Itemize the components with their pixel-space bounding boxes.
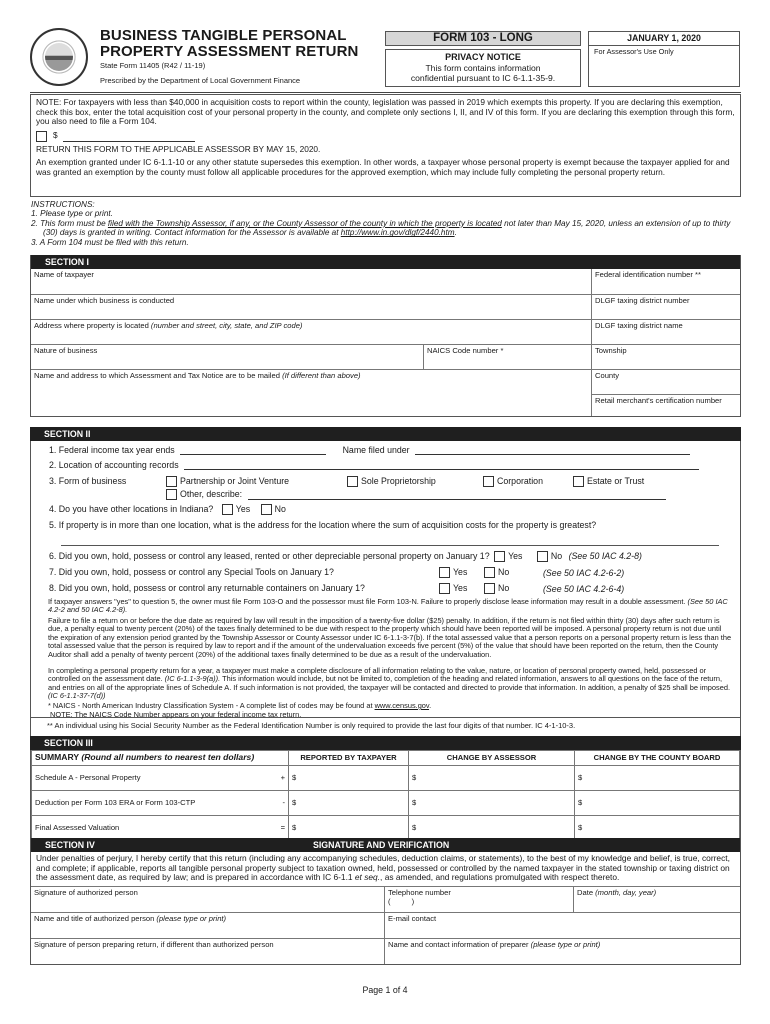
district-number-field[interactable] [592, 295, 740, 319]
q3-row [49, 476, 126, 486]
property-address-label: Address where property is located [34, 321, 151, 330]
county-field[interactable] [592, 370, 740, 395]
q4-no-checkbox[interactable] [261, 504, 272, 515]
assessor-contact-link[interactable]: http://www.in.gov/dlgf/2440.htm [340, 228, 455, 238]
corporation-option[interactable] [483, 476, 543, 487]
exemption-note [30, 94, 741, 197]
perjury-declaration [31, 852, 740, 886]
q8-reference-text: (See 50 IAC 4.2-6-4) [543, 584, 625, 594]
q6-yes-label: Yes [508, 551, 523, 561]
assessor-use-field[interactable]: For Assessor's Use Only [594, 47, 674, 56]
q4-no[interactable] [261, 504, 286, 514]
telephone-field[interactable] [385, 887, 574, 912]
township-field[interactable] [592, 345, 740, 369]
naics-code-field[interactable] [424, 345, 592, 369]
sole-prop-option[interactable] [347, 476, 436, 487]
row-operator: = [280, 822, 285, 832]
return-deadline: RETURN THIS FORM TO THE APPLICABLE ASSESSOR BY MAY 15, 2020. [36, 143, 321, 154]
district-name-label: DLGF taxing district name [595, 321, 683, 330]
name-title-field[interactable] [31, 913, 385, 938]
signature-field[interactable] [31, 887, 385, 912]
form-title [100, 28, 358, 60]
row-operator: + [280, 772, 285, 782]
q2-label: 2. Location of accounting records [49, 460, 179, 470]
q4-yes[interactable] [222, 504, 250, 514]
property-address-field[interactable] [31, 320, 592, 344]
note-text: NOTE: For taxpayers with less than $40,000 in acquisition costs to report within the county, legislation was passed in 2019 which exempts this property. If you are declaring this exemption, check this box, enter the total acquisition cost of your personal property in the county, and complete only sections I, II, and IV of this form. If you are declaring this exemption through this form, you also need to file a Form 104. [36, 97, 735, 127]
border-left [30, 718, 31, 736]
col-change-by-assessor: CHANGE BY ASSESSOR [409, 751, 575, 766]
q6-reference: (See 50 IAC 4.2-8) [568, 551, 642, 561]
section-2 [30, 441, 741, 718]
q8-label: 8. Did you own, hold, possess or control any returnable containers on January 1? [49, 583, 365, 593]
section-3-header-wrap [30, 736, 741, 750]
nature-of-business-field[interactable] [31, 345, 424, 369]
deduction-board-input[interactable]: $ [575, 791, 740, 816]
q6-no[interactable] [537, 551, 562, 561]
q5-row [49, 520, 596, 530]
exemption-amount-input[interactable] [63, 132, 195, 142]
q6-no-label: No [550, 551, 563, 561]
preparer-info-hint: (please type or print) [530, 939, 601, 949]
privacy-line-2: confidential pursuant to IC 6-1.1-35-9. [410, 73, 556, 83]
title-line-1: BUSINESS TANGIBLE PERSONAL [100, 27, 347, 44]
date-field[interactable] [574, 887, 740, 912]
q4-label: 4. Do you have other locations in Indiana? [49, 504, 214, 514]
q7-reference-text: (See 50 IAC 4.2-6-2) [543, 568, 625, 578]
preparer-signature-field[interactable] [31, 939, 385, 964]
q5-answer-input[interactable] [61, 545, 719, 546]
signature-label: Signature of authorized person [34, 887, 138, 897]
date-hint: (month, day, year) [595, 887, 657, 897]
naics-footnote-text: * NAICS - North American Industry Classification System - A complete list of codes may be found at [48, 701, 375, 710]
privacy-line-1: This form contains information [425, 62, 541, 73]
disclosure-text-a: In completing a personal property return for a year, a taxpayer must make a complete disclosure of all information relating to the value, nature, or location of personal property owned, held, possessed or controlled on the assessment date. [48, 666, 707, 684]
lease-reference: (See 50 IAC 4.2-2 and 50 IAC 4.2-8). [48, 597, 728, 615]
schedule-a-assessor-input[interactable]: $ [409, 766, 575, 791]
estate-option[interactable] [573, 476, 644, 487]
instruction-2-middle: not later than May 15, 2020, unless an extension of up to thirty (30) days is granted in writing. Contact information for the Assessor is available at [43, 218, 731, 238]
final-assessor-input[interactable]: $ [409, 816, 575, 841]
q4-yes-label: Yes [235, 504, 251, 514]
assessment-date-box [588, 31, 740, 87]
federal-id-field[interactable] [592, 269, 740, 294]
q5-label: 5. If property is in more than one location, what is the address for the location where the sum of acquisition costs for the property is greatest? [49, 520, 597, 530]
property-address-hint: (number and street, city, state, and ZIP code) [150, 321, 303, 330]
q8-yes-label: Yes [453, 583, 468, 593]
q8-no-checkbox[interactable] [484, 583, 495, 594]
q6-yes-checkbox[interactable] [494, 551, 505, 562]
penalty-note: Failure to file a return on or before the due date as required by law will result in the imposition of a twenty-five dollar ($25) penalty. In addition, if the return is not filed within thirty (30) days after such return is due, a penalty equal to twenty percent (20%) of the taxes finally determined to be due with respect to the property which should have been reported will be imposed. A personal property return is not due until the expiration of any extension period granted by the Township Assessor or County Assessor under IC 6-1.1-3-7(b). If the total assessed value that a person reports on a personal property return is less than the total assessed value that the person is required by law to report and if the amount of the undervaluation exceeds five percent (5%) of the value that should have been reported on the return, then the County Auditor shall add a penalty of twenty percent (20%) of the additional taxes finally determined to be due as a result of the undervaluation. [48, 616, 732, 659]
disclosure-ref-2: (IC 6-1.1-37-7(d)) [48, 691, 106, 701]
other-describe-input[interactable] [248, 490, 666, 500]
schedule-a-taxpayer-input[interactable]: $ [289, 766, 409, 791]
section-1 [30, 255, 741, 417]
preparer-signature-label: Signature of person preparing return, if different than authorized person [34, 939, 274, 949]
name-title-label: Name and title of authorized person [34, 913, 157, 923]
privacy-title: PRIVACY NOTICE [445, 52, 521, 62]
taxpayer-name-field[interactable] [31, 269, 592, 294]
township-label: Township [595, 346, 627, 355]
section-2-header-wrap [30, 427, 741, 441]
q7-yes[interactable] [439, 567, 467, 578]
district-number-label: DLGF taxing district number [595, 296, 690, 305]
q6-yes[interactable] [494, 551, 522, 561]
col-reported-by-taxpayer: REPORTED BY TAXPAYER [289, 751, 409, 766]
section-1-header: SECTION I [31, 255, 740, 269]
declaration-text-a: Under penalties of perjury, I hereby certify that this return (including any accompanying schedules, deduction claims, or statements), to the best of my knowledge and belief, is true, correct, and complete; if applicable, reports all tangible personal property subject to taxation owned, held, possessed or controlled by the named taxpayer in the stated township or taxing district on the assessment date, as required by law; and is prepared in accordance with IC 6-1.1 [36, 853, 730, 883]
q4-row [49, 504, 286, 515]
q7-yes-label: Yes [453, 567, 468, 577]
telephone-label: Telephone number [388, 887, 451, 897]
county-label: County [595, 371, 620, 380]
business-name-field[interactable] [31, 295, 592, 319]
federal-id-label: Federal identification number ** [595, 270, 701, 279]
prescribed-by: Prescribed by the Department of Local Government Finance [100, 76, 301, 85]
retail-cert-label: Retail merchant's certification number [595, 396, 722, 405]
table-row [32, 816, 740, 841]
q7-label: 7. Did you own, hold, possess or control any Special Tools on January 1? [49, 567, 334, 577]
assessment-date: JANUARY 1, 2020 [589, 32, 739, 46]
deduction-assessor-input[interactable]: $ [409, 791, 575, 816]
summary-label: SUMMARY [35, 752, 82, 763]
final-board-input[interactable]: $ [575, 816, 740, 841]
estate-checkbox[interactable] [573, 476, 584, 487]
border-right [740, 718, 741, 736]
q8-no-label: No [498, 583, 510, 593]
other-checkbox[interactable] [166, 489, 177, 500]
q7-reference [543, 568, 624, 578]
mailing-address-label: Name and address to which Assessment and Tax Notice are to be mailed [34, 371, 283, 380]
disclosure-ref-1: (IC 6-1.1-3-9(a)). [164, 674, 221, 684]
summary-header [32, 751, 289, 766]
name-filed-under-label: Name filed under [342, 445, 410, 455]
name-title-hint: (please type or print) [156, 913, 227, 923]
partnership-option[interactable] [166, 476, 289, 487]
deduction-taxpayer-input[interactable]: $ [289, 791, 409, 816]
row-label [32, 766, 289, 791]
instruction-2 [31, 219, 742, 238]
form-id-badge: FORM 103 - LONG [385, 31, 581, 46]
email-label: E-mail contact [388, 913, 437, 923]
q1-row [49, 445, 690, 455]
dollar-sign: $ [53, 129, 58, 140]
final-taxpayer-input[interactable]: $ [289, 816, 409, 841]
q7-no-label: No [498, 567, 510, 577]
name-filed-under-input[interactable] [415, 445, 690, 455]
schedule-a-board-input[interactable]: $ [575, 766, 740, 791]
q8-row [49, 583, 365, 593]
section-4 [30, 838, 741, 965]
accounting-records-input[interactable] [184, 460, 699, 470]
sole-prop-label: Sole Proprietorship [361, 476, 436, 486]
corporation-checkbox[interactable] [483, 476, 494, 487]
section-3 [30, 750, 741, 842]
q7-no[interactable] [484, 567, 509, 578]
state-seal-icon [30, 28, 88, 86]
instruction-1: 1. Please type or print. [31, 209, 113, 219]
q7-no-checkbox[interactable] [484, 567, 495, 578]
row-label-text: Final Assessed Valuation [35, 822, 120, 832]
instruction-3: 3. A Form 104 must be filed with this return. [31, 237, 189, 247]
row-label [32, 816, 289, 841]
q8-yes[interactable] [439, 583, 467, 594]
section-4-title: SECTION IV [45, 840, 95, 850]
preparer-info-field[interactable] [385, 939, 740, 964]
business-name-label: Name under which business is conducted [34, 296, 175, 305]
q1-label: 1. Federal income tax year ends [49, 445, 175, 455]
header-divider [30, 92, 741, 93]
row-label-text: Deduction per Form 103 ERA or Form 103-CTP [35, 797, 196, 807]
instructions-heading: INSTRUCTIONS: [31, 200, 95, 209]
declaration-text-b: , as amended, and regulations promulgated with respect thereto. [380, 872, 620, 883]
district-name-field[interactable] [592, 320, 740, 344]
q2-row [49, 460, 699, 470]
page-number: Page 1 of 4 [362, 985, 408, 995]
q6-no-checkbox[interactable] [537, 551, 548, 562]
instruction-2-prefix: 2. This form must be [31, 218, 108, 228]
naics-footnote-2: NOTE: The NAICS Code Number appears on your federal income tax return. [50, 710, 302, 719]
q8-yes-checkbox[interactable] [439, 583, 450, 594]
q6-label: 6. Did you own, hold, possess or control any leased, rented or other depreciable personal property on January 1? [49, 551, 490, 561]
naics-footnote: * NAICS - North American Industry Classification System - A complete list of codes may be found at www.census.gov. [48, 701, 432, 710]
q8-reference [543, 584, 624, 594]
census-link[interactable]: www.census.gov [374, 701, 430, 710]
instruction-2-suffix: . [454, 228, 457, 238]
signature-verification-heading: SIGNATURE AND VERIFICATION [313, 840, 450, 850]
lease-text: If taxpayer answers "yes" to question 5, the owner must file Form 103-O and the possessor must file Form 103-N. Failure to properly disclose lease information may result in a double assessment. [48, 597, 686, 606]
disclosure-text-b: This information would include, but not be limited to, completion of the heading and related information, answers to all questions on the face of the return, and entries on all of the appropriate lines of Schedule A. If such information is not provided, the taxpayer will be contacted and directed to provide that information. In addition, a penalty of $25 shall be imposed. [48, 674, 730, 692]
state-form-number: State Form 11405 (R42 / 11-19) [100, 61, 206, 70]
naics-code-label: NAICS Code number * [427, 346, 504, 355]
estate-label: Estate or Trust [587, 476, 645, 486]
email-field[interactable] [385, 913, 740, 938]
lease-disclosure-note [48, 598, 733, 615]
table-row [32, 766, 740, 791]
q7-yes-checkbox[interactable] [439, 567, 450, 578]
exemption-text: An exemption granted under IC 6-1.1-10 or any other statute supersedes this exemption. In other words, a taxpayer whose personal property is exempt because the taxpayer applied for and was granted an exemption by the county must follow all applicable procedures for the approved exemption, which may include fully completing the personal property return. [36, 157, 730, 177]
col-change-by-county-board: CHANGE BY THE COUNTY BOARD [575, 751, 740, 766]
corporation-label: Corporation [497, 476, 543, 486]
partnership-checkbox[interactable] [166, 476, 177, 487]
disclosure-note [48, 667, 733, 701]
privacy-notice [385, 49, 581, 87]
q4-no-label: No [274, 504, 286, 514]
taxpayer-name-label: Name of taxpayer [34, 270, 94, 279]
instructions [31, 200, 742, 247]
title-line-2: PROPERTY ASSESSMENT RETURN [100, 43, 359, 60]
other-label: Other, describe: [180, 489, 243, 499]
sole-prop-checkbox[interactable] [347, 476, 358, 487]
summary-hint: (Round all numbers to nearest ten dollars) [81, 752, 255, 763]
other-option[interactable] [166, 489, 666, 500]
q4-yes-checkbox[interactable] [222, 504, 233, 515]
section-3-header: SECTION III [30, 736, 741, 750]
preparer-info-label: Name and contact information of preparer [388, 939, 531, 949]
q8-no[interactable] [484, 583, 509, 594]
instruction-2-filing: filed with the Township Assessor, if any, or the County Assessor of the county in which the property is located [107, 218, 502, 228]
q3-label: 3. Form of business [49, 476, 127, 486]
section-2-header: SECTION II [30, 427, 741, 441]
table-row [32, 791, 740, 816]
q7-row [49, 567, 334, 577]
mailing-address-field[interactable] [31, 370, 592, 416]
partnership-label: Partnership or Joint Venture [180, 476, 290, 486]
mailing-address-hint: (If different than above) [282, 371, 361, 380]
declaration-et-seq: et seq. [354, 872, 381, 883]
area-code-parens: ( ) [388, 896, 415, 906]
row-operator: - [282, 797, 285, 807]
section-4-header [31, 838, 740, 852]
summary-table [31, 750, 740, 841]
ssn-footnote: ** An individual using his Social Security Number as the Federal Identification Number is only required to provide the last four digits of that number. IC 4-1-10-3. [47, 721, 576, 730]
retail-cert-field[interactable] [592, 395, 740, 416]
q6-row [49, 551, 642, 562]
date-label: Date [577, 887, 596, 897]
row-label [32, 791, 289, 816]
exemption-checkbox[interactable] [36, 131, 47, 142]
row-label-text: Schedule A - Personal Property [35, 772, 141, 782]
tax-year-end-input[interactable] [180, 445, 326, 455]
nature-of-business-label: Nature of business [34, 346, 98, 355]
